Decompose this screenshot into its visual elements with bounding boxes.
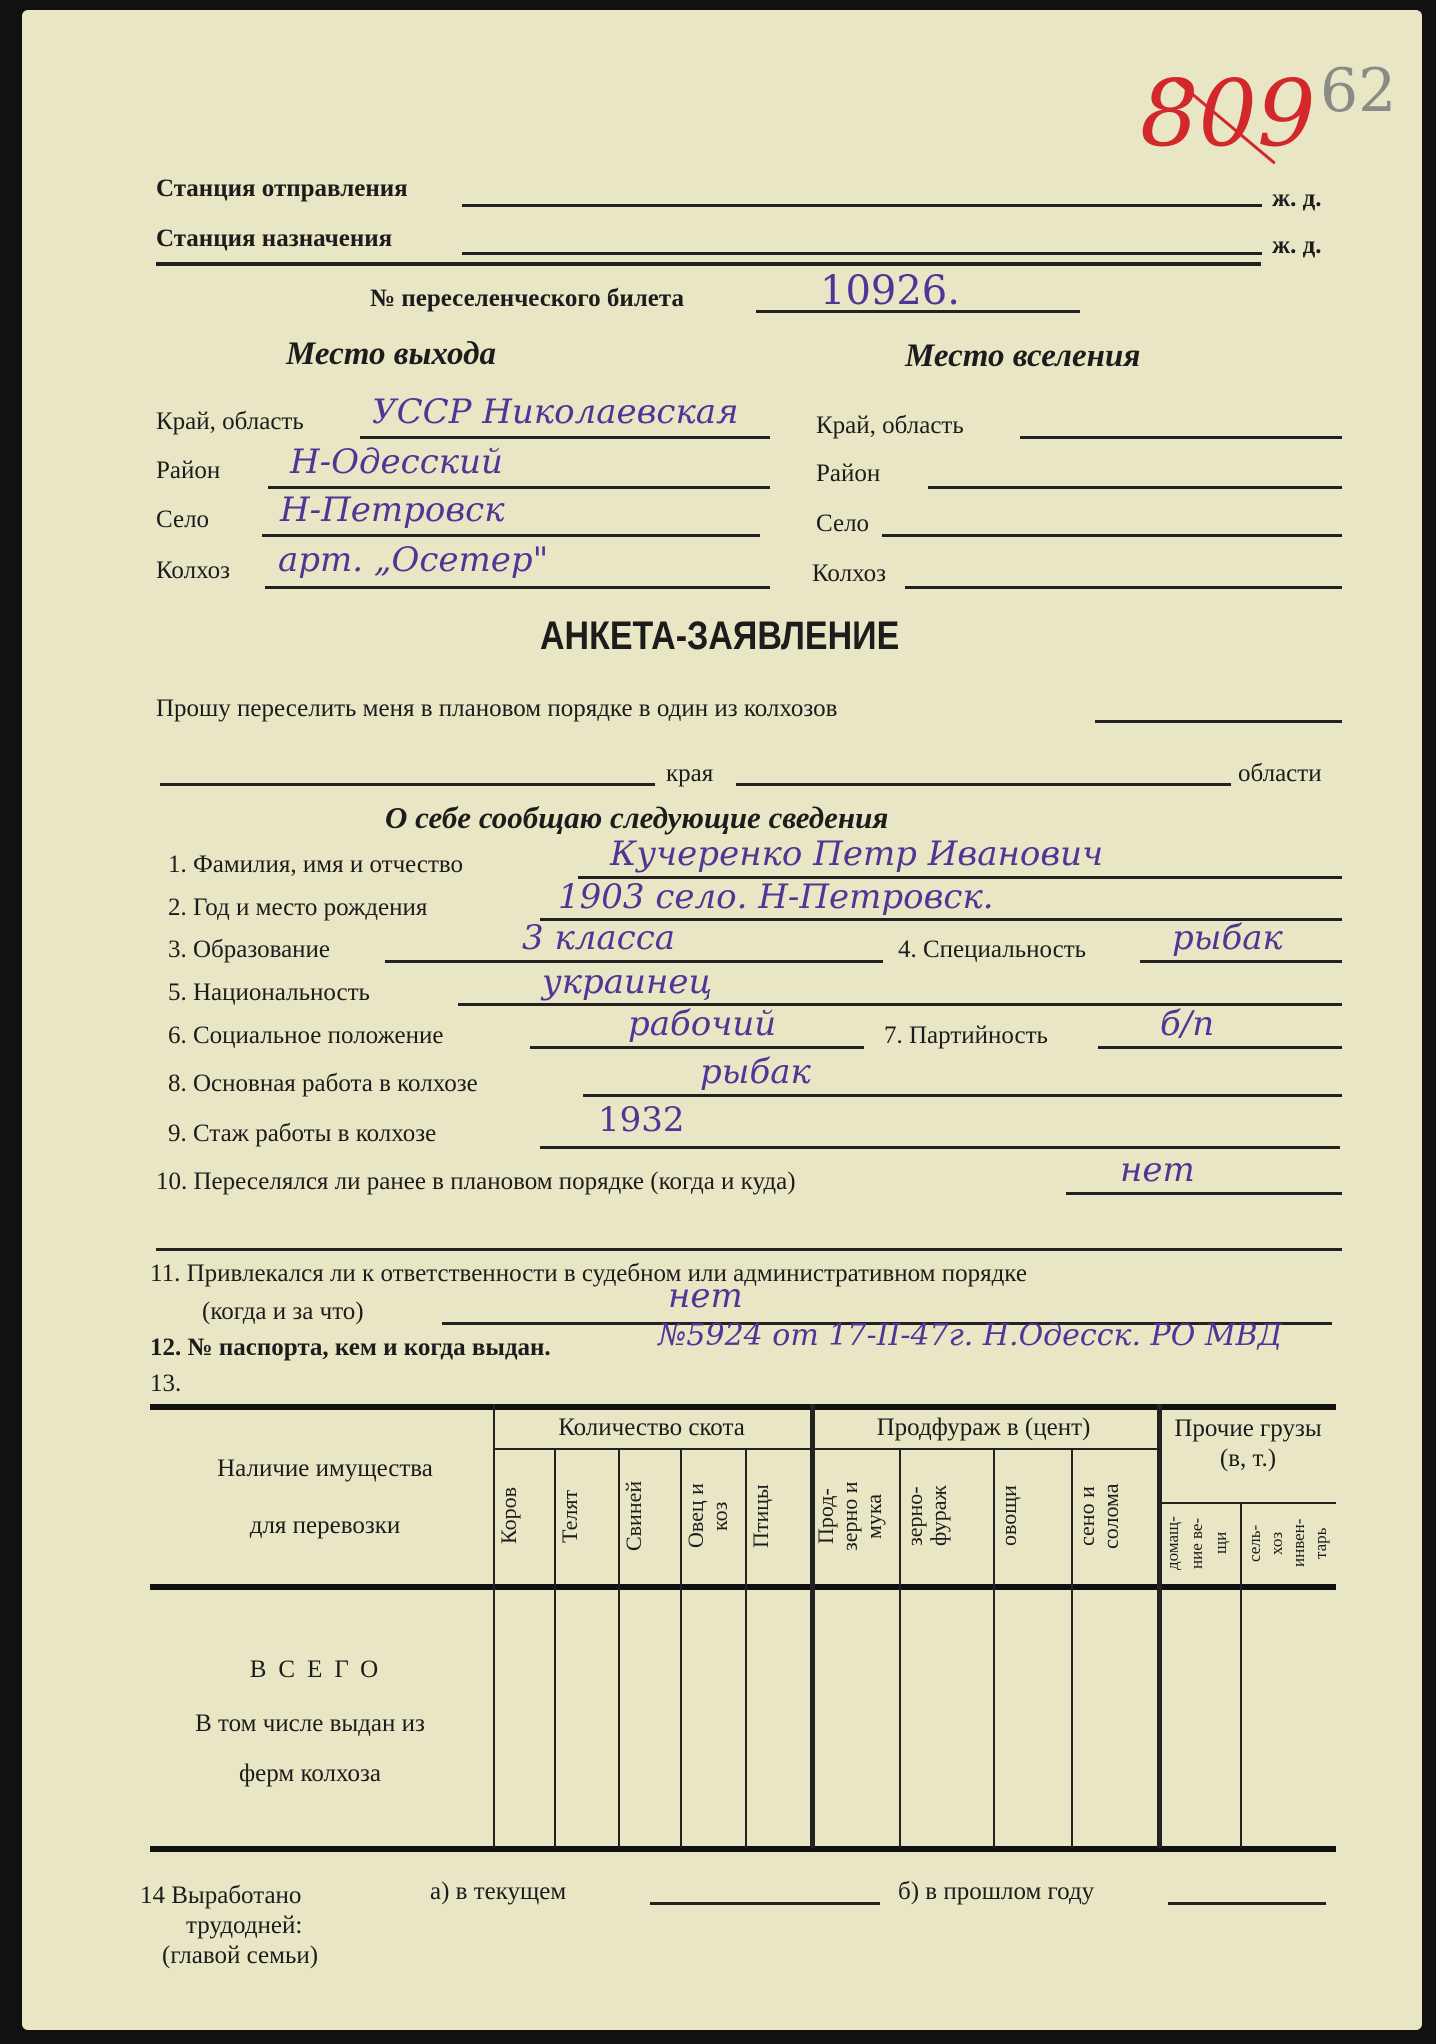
included-label-2: ферм колхоза <box>238 1760 382 1787</box>
field-7-label: 7. Партийность <box>884 1022 1048 1049</box>
table-column-header: сель- хоз инвен- тарь <box>1245 1518 1330 1568</box>
field-4-value: рыбак <box>1172 918 1283 958</box>
field-2-label: 2. Год и место рождения <box>168 894 428 921</box>
table-row-header-2: для перевозки <box>249 1512 401 1539</box>
table-column-header: Свиней <box>621 1480 646 1552</box>
departure-station-field[interactable] <box>462 204 1262 207</box>
group-other: Прочие грузы (в, т.) <box>1174 1415 1322 1472</box>
dest-village-field[interactable] <box>882 534 1342 537</box>
rail-suffix: ж. д. <box>1272 185 1322 212</box>
field-9-label: 9. Стаж работы в колхозе <box>168 1120 437 1147</box>
field-6-input[interactable] <box>530 1046 864 1049</box>
field-1-value: Кучеренко Петр Иванович <box>610 834 1104 874</box>
departure-station-label: Станция отправления <box>156 175 408 202</box>
destination-station-field[interactable] <box>462 252 1262 255</box>
archive-red-number: 809 <box>1140 60 1316 167</box>
table-column-divider <box>745 1448 747 1848</box>
field-4-label: 4. Специальность <box>898 936 1087 963</box>
rail-suffix: ж. д. <box>1272 232 1322 259</box>
request-text: Прошу переселить меня в плановом порядке в один из колхозов <box>156 695 838 722</box>
field-12-label: 12. № паспорта, кем и когда выдан. <box>150 1334 551 1361</box>
table-column-header: зерно- фураж <box>902 1485 951 1547</box>
field-7-value: б/п <box>1160 1004 1215 1044</box>
field-11-label: 11. Привлекался ли к ответственности в судебном или административном порядке <box>150 1260 1027 1287</box>
field-9-value: 1932 <box>598 1100 685 1140</box>
table-column-header: Прод- зерно и мука <box>813 1481 886 1551</box>
previous-year-label: б) в прошлом году <box>898 1878 1095 1905</box>
origin-district-value: Н-Одесский <box>290 442 503 482</box>
field-8-label: 8. Основная работа в колхозе <box>168 1070 478 1097</box>
origin-village-label: Село <box>156 506 210 533</box>
workdays-label-3: (главой семьи) <box>162 1942 319 1969</box>
field-11-value: нет <box>668 1276 743 1316</box>
oblast-field[interactable] <box>736 783 1231 786</box>
origin-kolkhoz-value: арт. „Осетер" <box>278 540 549 580</box>
dest-region-label: Край, область <box>816 412 964 439</box>
field-8-input[interactable] <box>583 1094 1342 1097</box>
field-2-value: 1903 село. Н-Петровск. <box>558 877 994 917</box>
origin-district-field[interactable] <box>268 486 770 489</box>
field-10-value: нет <box>1120 1150 1195 1190</box>
workdays-label-2: трудодней: <box>186 1912 303 1939</box>
included-label-1: В том числе выдан из <box>195 1710 425 1737</box>
origin-region-value: УССР Николаевская <box>372 392 739 432</box>
field-4-input[interactable] <box>1140 960 1342 963</box>
dest-village-label: Село <box>816 510 870 537</box>
table-column-divider <box>554 1448 556 1848</box>
table-column-header: овощи <box>996 1485 1021 1547</box>
field-6-label: 6. Социальное положение <box>168 1022 444 1049</box>
table-column-divider <box>1071 1448 1073 1848</box>
field-10-input[interactable] <box>1066 1192 1342 1195</box>
archive-pencil-number: 62 <box>1320 56 1397 126</box>
previous-year-field[interactable] <box>1168 1902 1326 1905</box>
table-column-divider <box>1240 1502 1242 1848</box>
table-column-header: Телят <box>557 1489 582 1543</box>
table-column-header: Коров <box>496 1487 521 1545</box>
table-column-header: Овец и коз <box>683 1483 732 1549</box>
field-1-label: 1. Фамилия, имя и отчество <box>168 851 464 878</box>
field-5-label: 5. Национальность <box>168 979 370 1006</box>
table-column-divider <box>680 1448 682 1848</box>
table-row-header-1: Наличие имущества <box>217 1455 433 1482</box>
field-6-value: рабочий <box>628 1004 777 1044</box>
field-9-input[interactable] <box>540 1146 1340 1149</box>
kolkhoz-request-field[interactable] <box>1095 720 1342 723</box>
destination-station-label: Станция назначения <box>156 225 393 252</box>
table-column-divider <box>899 1448 901 1848</box>
group-livestock: Количество скота <box>558 1414 745 1441</box>
kray-field[interactable] <box>160 783 655 786</box>
table-column-divider <box>1157 1404 1162 1848</box>
table-column-header: сено и солома <box>1074 1483 1123 1549</box>
dest-kolkhoz-label: Колхоз <box>812 560 886 587</box>
field-10-input-line2[interactable] <box>156 1248 1342 1251</box>
field-10-label: 10. Переселялся ли ранее в плановом порядке (когда и куда) <box>156 1168 796 1195</box>
oblast-label: области <box>1238 760 1322 787</box>
section-heading: О себе сообщаю следующие сведения <box>385 800 889 835</box>
field-3-value: 3 класса <box>522 918 676 958</box>
field-3-label: 3. Образование <box>168 936 331 963</box>
field-11-label-2: (когда и за что) <box>202 1298 364 1325</box>
total-label: ВСЕГО <box>249 1656 391 1683</box>
dest-district-label: Район <box>816 460 881 487</box>
origin-kolkhoz-field[interactable] <box>265 586 770 589</box>
ticket-value: 10926. <box>820 268 960 314</box>
dest-district-field[interactable] <box>928 486 1342 489</box>
field-13-label: 13. <box>150 1370 182 1397</box>
workdays-label-1: 14 Выработано <box>140 1882 302 1909</box>
origin-region-field[interactable] <box>360 436 770 439</box>
origin-district-label: Район <box>156 457 221 484</box>
origin-village-value: Н-Петровск <box>280 490 505 530</box>
origin-village-field[interactable] <box>262 534 760 537</box>
field-7-input[interactable] <box>1098 1046 1342 1049</box>
group-fodder: Продфураж в (цент) <box>876 1414 1091 1441</box>
origin-region-label: Край, область <box>156 408 304 435</box>
dest-region-field[interactable] <box>1020 436 1342 439</box>
field-12-value: №5924 от 17-II-47г. Н.Одесск. РО МВД <box>658 1318 1282 1353</box>
kray-label: края <box>666 760 714 787</box>
field-5-value: украинец <box>542 962 713 1002</box>
table-column-divider <box>493 1404 495 1848</box>
current-year-label: а) в текущем <box>430 1878 567 1905</box>
form-title: АНКЕТА-ЗАЯВЛЕНИЕ <box>540 614 900 658</box>
group-rule <box>493 1448 1157 1450</box>
dest-kolkhoz-field[interactable] <box>905 586 1342 589</box>
current-year-field[interactable] <box>650 1902 880 1905</box>
destination-heading: Место вселения <box>905 338 1141 374</box>
origin-heading: Место выхода <box>286 336 496 372</box>
divider <box>156 262 1261 266</box>
table-column-header: Птицы <box>748 1484 773 1548</box>
table-column-divider <box>618 1448 620 1848</box>
ticket-label: № переселенческого билета <box>370 285 684 312</box>
field-8-value: рыбак <box>700 1052 811 1092</box>
origin-kolkhoz-label: Колхоз <box>156 557 230 584</box>
table-column-divider <box>993 1448 995 1848</box>
group-rule-other <box>1157 1502 1336 1504</box>
table-column-header: домащ- ние ве- щи <box>1163 1516 1230 1570</box>
